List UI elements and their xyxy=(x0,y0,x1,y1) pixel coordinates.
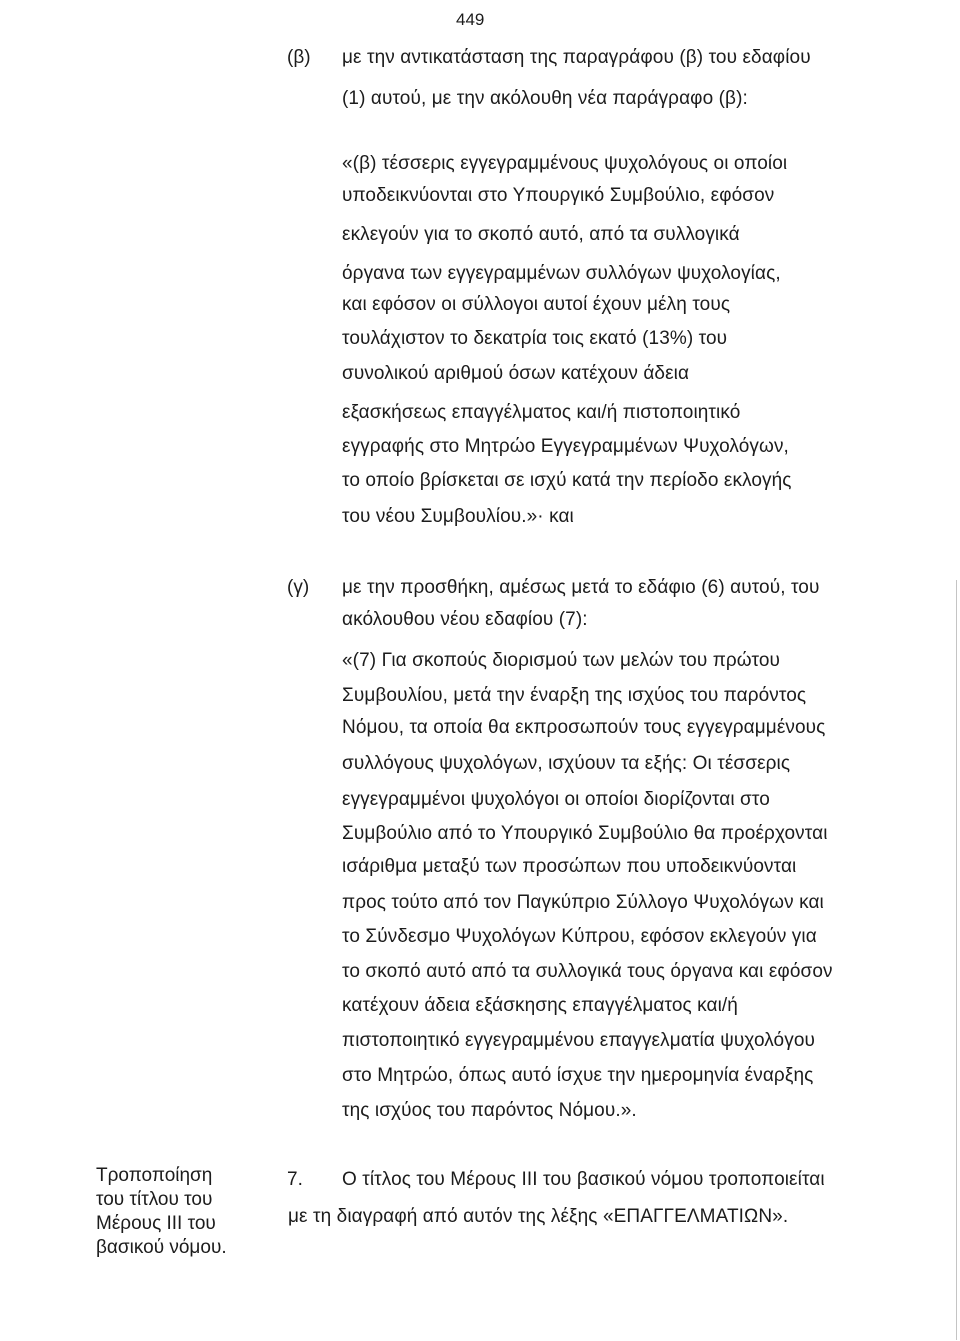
section-b-quote-line: υποδεικνύονται στο Υπουργικό Συμβούλιο, εφόσον xyxy=(342,185,775,206)
margin-note xyxy=(96,1164,271,1260)
section-b-label: (β) xyxy=(287,47,311,68)
section-c-intro-line: ακόλουθου νέου εδαφίου (7): xyxy=(342,609,588,630)
section-7-text-line: Ο τίτλος του Μέρους III του βασικού νόμου τροποποιείται xyxy=(342,1169,825,1190)
section-c-quote-line: κατέχουν άδεια εξάσκησης επαγγέλματος και/ή xyxy=(342,995,738,1016)
section-b-quote-line: το οποίο βρίσκεται σε ισχύ κατά την περίοδο εκλογής xyxy=(342,470,792,491)
section-c-quote-line: «(7) Για σκοπούς διορισμού των μελών του πρώτου xyxy=(342,650,780,671)
section-c-quote-line: συλλόγους ψυχολόγων, ισχύουν τα εξής: Οι τέσσερις xyxy=(342,753,791,774)
section-b-quote-line: εξασκήσεως επαγγέλματος και/ή πιστοποιητικό xyxy=(342,402,741,423)
section-b-quote-line: του νέου Συμβουλίου.»· και xyxy=(342,506,574,527)
section-c-quote-line: το Σύνδεσμο Ψυχολόγων Κύπρου, εφόσον εκλεγούν για xyxy=(342,926,817,947)
section-c-quote-line: στο Μητρώο, όπως αυτό ίσχυε την ημερομηνία έναρξης xyxy=(342,1065,814,1086)
section-c-quote-line: ισάριθμα μεταξύ των προσώπων που υποδεικνύονται xyxy=(342,856,797,877)
section-c-quote-line: Συμβούλιο από το Υπουργικό Συμβούλιο θα προέρχονται xyxy=(342,823,828,844)
section-b-quote-line: όργανα των εγγεγραμμένων συλλόγων ψυχολογίας, xyxy=(342,263,781,284)
section-7-number: 7. xyxy=(287,1169,303,1190)
section-b-quote-line: τουλάχιστον το δεκατρία τοις εκατό (13%) του xyxy=(342,328,728,349)
margin-note-line: του τίτλου του xyxy=(96,1189,213,1210)
section-c-quote-line: το σκοπό αυτό από τα συλλογικά τους όργανα και εφόσον xyxy=(342,961,833,982)
section-c-quote-line: της ισχύος του παρόντος Νόμου.». xyxy=(342,1100,637,1121)
section-c-quote-line: Νόμου, τα οποία θα εκπροσωπούν τους εγγεγραμμένους xyxy=(342,717,826,738)
section-7-text-line: με τη διαγραφή από αυτόν της λέξης «ΕΠΑΓΓΕΛΜΑΤΙΩΝ». xyxy=(288,1206,789,1227)
section-b-intro-line: με την αντικατάσταση της παραγράφου (β) του εδαφίου xyxy=(342,47,811,68)
section-c-quote-line: Συμβουλίου, μετά την έναρξη της ισχύος του παρόντος xyxy=(342,685,807,706)
section-b-quote-line: εγγραφής στο Μητρώο Εγγεγραμμένων Ψυχολόγων, xyxy=(342,436,789,457)
section-b-quote-line: συνολικού αριθμού όσων κατέχουν άδεια xyxy=(342,363,690,384)
section-c-quote-line: εγγεγραμμένοι ψυχολόγοι οι οποίοι διορίζονται στο xyxy=(342,789,770,810)
section-b-quote-line: «(β) τέσσερις εγγεγραμμένους ψυχολόγους οι οποίοι xyxy=(342,153,788,174)
section-c-quote-line: προς τούτο από τον Παγκύπριο Σύλλογο Ψυχολόγων και xyxy=(342,892,824,913)
margin-note-line: βασικού νόμου. xyxy=(96,1237,227,1258)
section-b-quote-line: εκλεγούν για το σκοπό αυτό, από τα συλλογικά xyxy=(342,224,740,245)
margin-note-line: Μέρους III του xyxy=(96,1213,216,1234)
margin-note-line: Τροποποίηση xyxy=(96,1165,213,1186)
section-c-quote-line: πιστοποιητικό εγγεγραμμένου επαγγελματία ψυχολόγου xyxy=(342,1030,815,1051)
page-number: 449 xyxy=(456,10,485,29)
section-c-label: (γ) xyxy=(287,577,310,598)
section-b-intro-line: (1) αυτού, με την ακόλουθη νέα παράγραφο (β): xyxy=(342,88,748,109)
section-b-quote-line: και εφόσον οι σύλλογοι αυτοί έχουν μέλη τους xyxy=(342,294,731,315)
section-c-intro-line: με την προσθήκη, αμέσως μετά το εδάφιο (6) αυτού, του xyxy=(342,577,820,598)
scan-edge-line xyxy=(956,580,957,1340)
